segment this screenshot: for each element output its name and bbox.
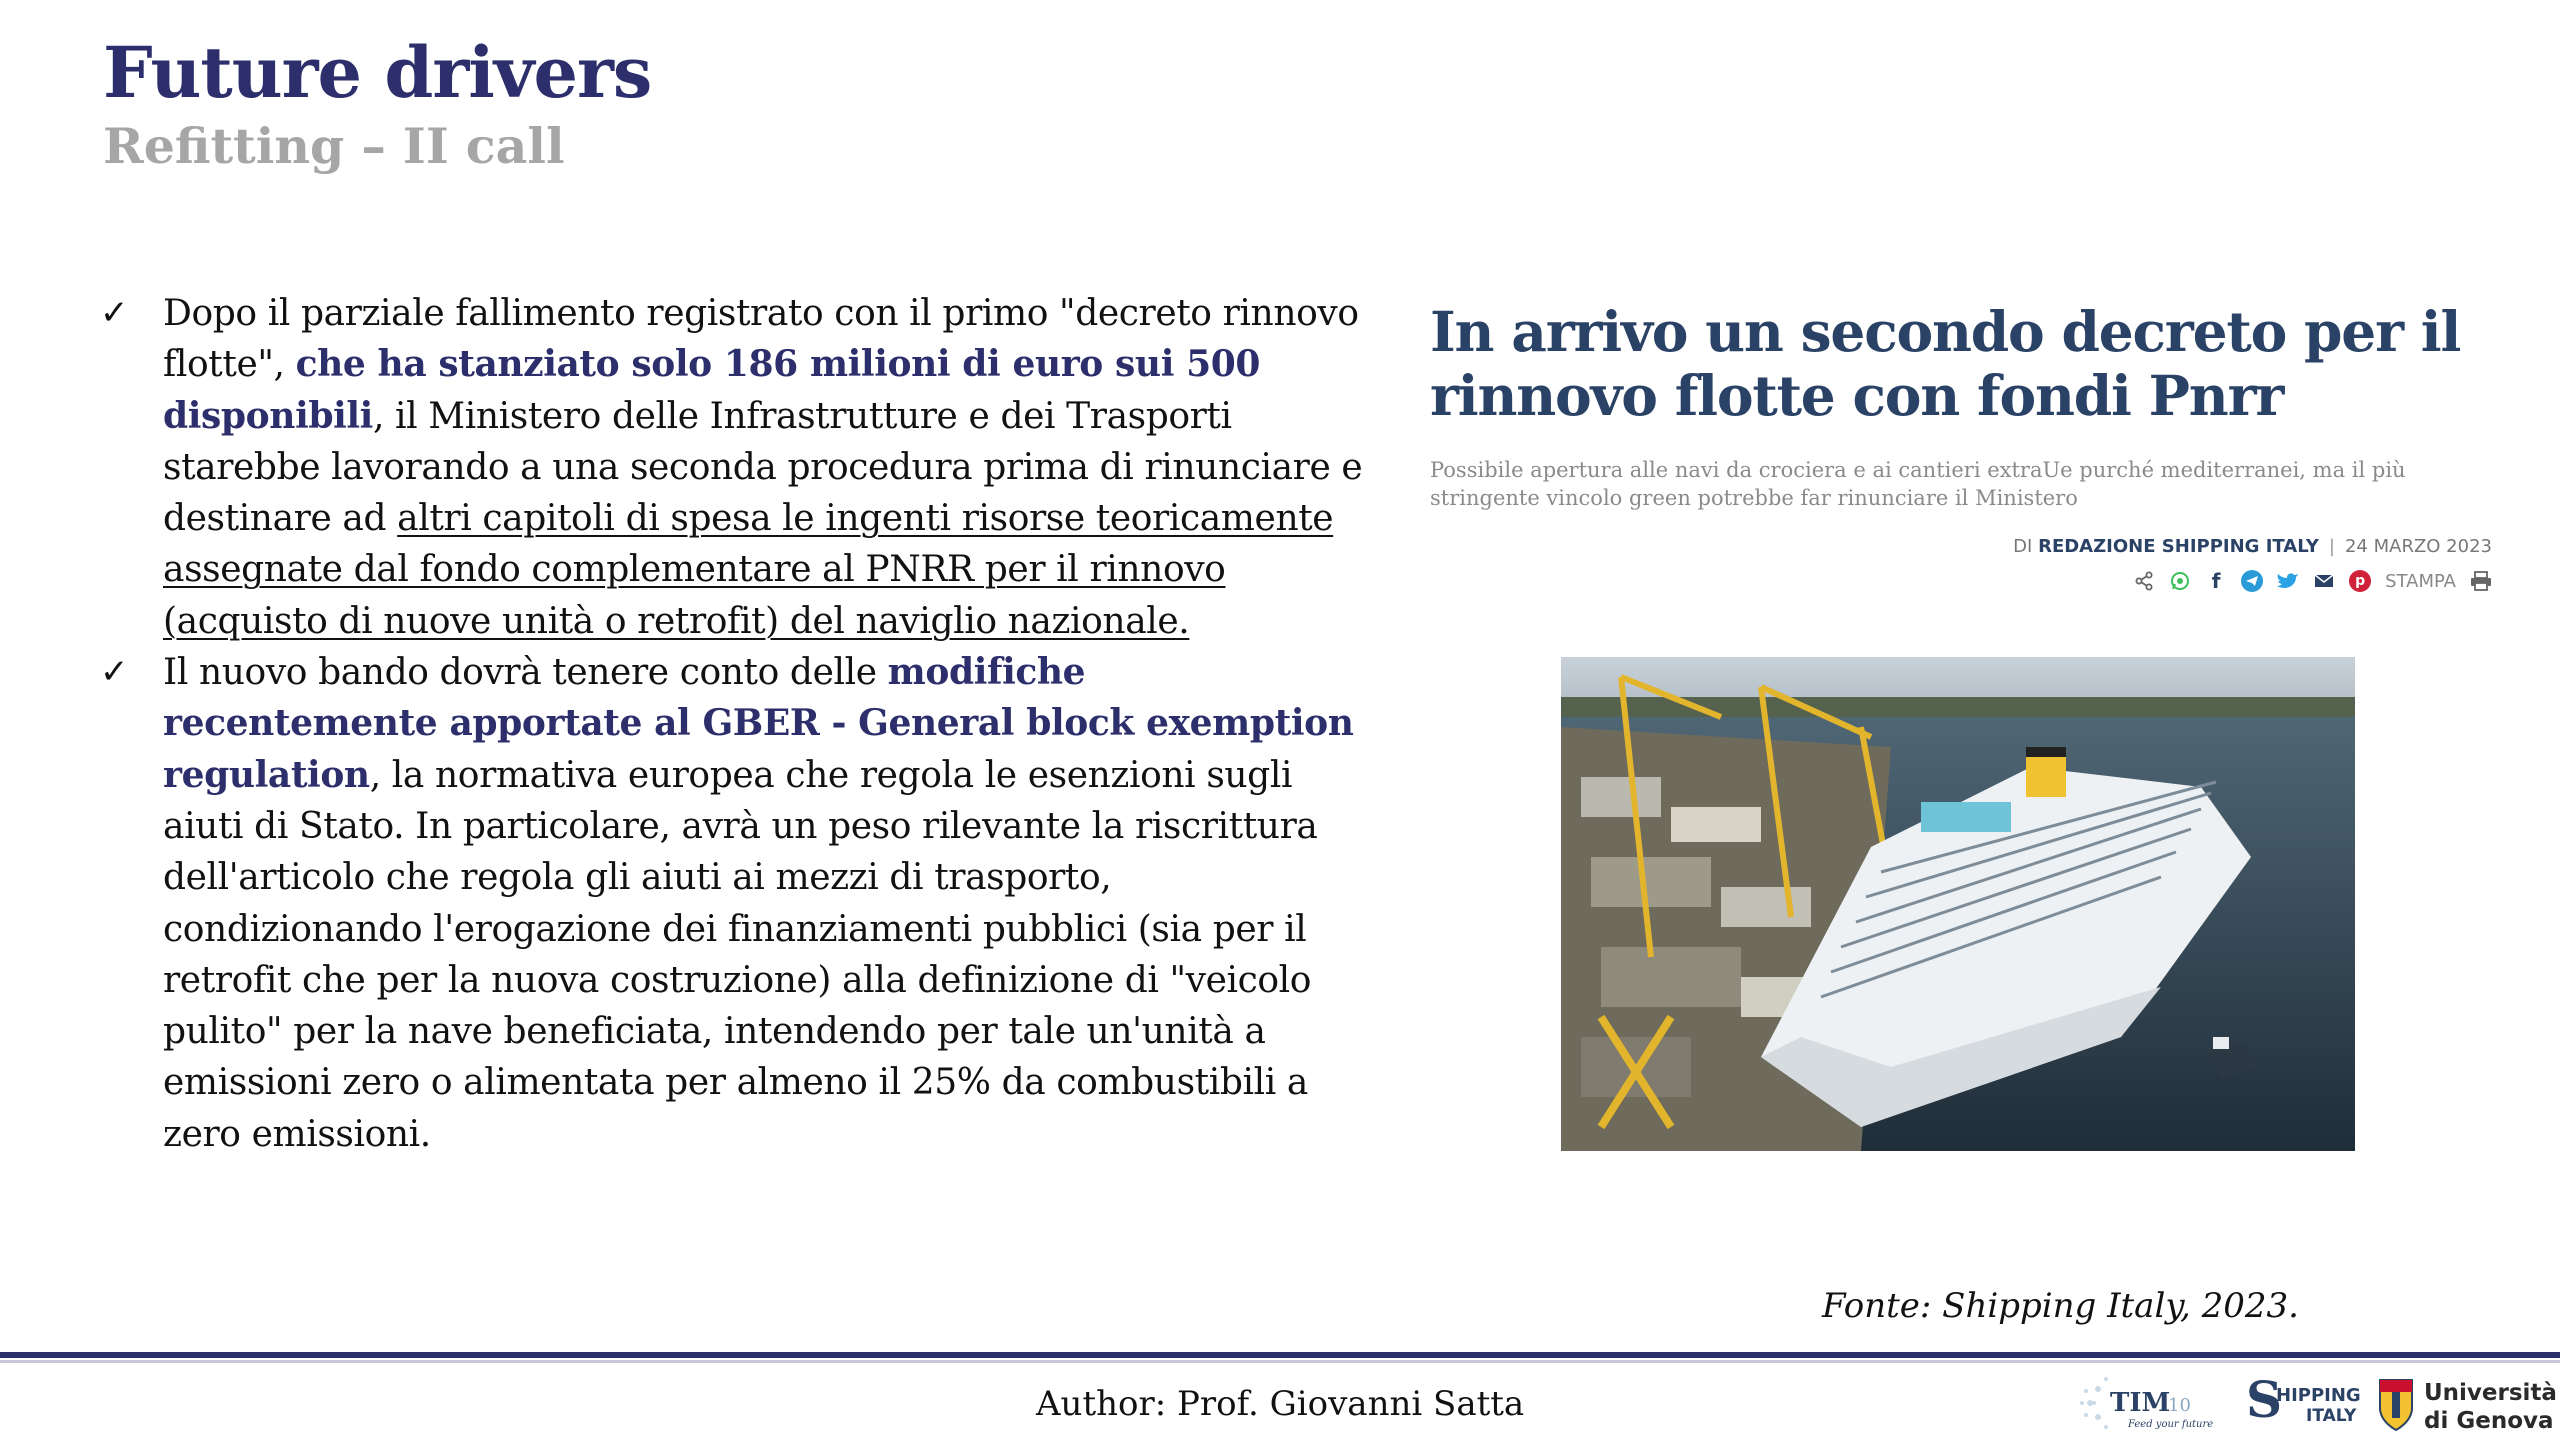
- bullet-1-text: Dopo il parziale fallimento registrato con il primo "decreto rinnovo flotte",: [163, 293, 1359, 386]
- bullet-item-1: [100, 288, 1370, 647]
- logo-ship-s: S: [2246, 1370, 2283, 1429]
- twitter-icon[interactable]: [2277, 570, 2299, 592]
- footer-rule: [0, 1352, 2560, 1358]
- bullet-1-underlined: altri capitoli di spesa le ingenti risorse teoricamente assegnate dal fondo complementare al PNRR per il rinnovo (acquisto di nuove unità o retrofit) del naviglio nazionale.: [163, 498, 1334, 642]
- article-subtitle: Possibile apertura alle navi da crociera e ai cantieri extraUe purché mediterranei, ma il più stringente vincolo green potrebbe far rinunciare il Ministero: [1430, 458, 2406, 510]
- logo-ship-word-2: ITALY: [2306, 1406, 2357, 1426]
- article-byline: DI REDAZIONE SHIPPING ITALY | 24 MARZO 2023: [2013, 536, 2492, 557]
- article-title: In arrivo un secondo decreto per il rinnovo flotte con fondi Pnrr: [1430, 299, 2461, 428]
- page-subtitle: Refitting – II call: [103, 117, 565, 175]
- universita-genova-logo: [2376, 1370, 2556, 1436]
- shipping-italy-logo: [2246, 1369, 2366, 1435]
- source-caption: Fonte: Shipping Italy, 2023.: [1822, 1286, 2299, 1326]
- print-label[interactable]: STAMPA: [2385, 570, 2456, 592]
- share-icon[interactable]: [2133, 570, 2155, 592]
- cruise-ship-photo: [1561, 657, 2355, 1151]
- bullet-list: [100, 288, 1370, 1160]
- byline-author: REDAZIONE SHIPPING ITALY: [2038, 536, 2319, 557]
- bullet-1-text-cont: , il Ministero delle Infrastrutture e dei Trasporti starebbe lavorando a una seconda procedura prima di rinunciare e destinare ad: [163, 395, 1363, 540]
- article-clipping: [1430, 300, 2492, 600]
- logo-uni-word-2: di Genova: [2424, 1408, 2554, 1434]
- checkmark-icon: ✓: [100, 293, 129, 333]
- bullet-2-text-cont: , la normativa europea che regola le esenzioni sugli aiuti di Stato. In particolare, avrà un peso rilevante la riscrittura dell'articolo che regola gli aiuti ai mezzi di trasporto, condizionando l'erogazione dei finanziamenti pubblici (sia per il retrofit che per la nuova costruzione) alla definizione di "veicolo pulito" per la nave beneficiata, intendendo per tale un'unità a emissioni zero o alimentata per almeno il 25% da combustibili a zero emissioni.: [163, 754, 1318, 1155]
- logo-tim-tagline: Feed your future: [2128, 1419, 2214, 1430]
- facebook-icon[interactable]: f: [2211, 569, 2221, 593]
- logo-tim-number: 10: [2168, 1395, 2191, 1416]
- pinterest-icon[interactable]: p: [2349, 570, 2371, 592]
- share-toolbar: [2133, 566, 2492, 596]
- logo-uni-word-1: Università: [2424, 1380, 2556, 1406]
- telegram-icon[interactable]: [2241, 570, 2263, 592]
- page-title: Future drivers: [103, 31, 652, 114]
- logo-tim-text: TIM: [2110, 1388, 2171, 1418]
- footer-rule-light: [0, 1360, 2560, 1363]
- bullet-2-text: Il nuovo bando dovrà tenere conto delle: [163, 652, 888, 694]
- bullet-1-highlight: che ha stanziato solo 186 milioni di euro sui 500 disponibili: [163, 343, 1261, 437]
- whatsapp-icon[interactable]: [2169, 570, 2191, 592]
- logo-ship-word-1: HIPPING: [2276, 1385, 2361, 1406]
- bullet-item-2: [100, 647, 1370, 1160]
- footer-author: Author: Prof. Giovanni Satta: [1036, 1384, 1525, 1424]
- tim10-logo: [2072, 1367, 2232, 1437]
- email-icon[interactable]: [2313, 570, 2335, 592]
- byline-prefix: DI: [2013, 536, 2033, 557]
- print-icon[interactable]: [2470, 570, 2492, 592]
- checkmark-icon: ✓: [100, 652, 129, 693]
- bullet-2-highlight: modifiche recentemente apportate al GBER - General block exemption regulation: [163, 651, 1354, 796]
- byline-date: 24 MARZO 2023: [2344, 536, 2492, 557]
